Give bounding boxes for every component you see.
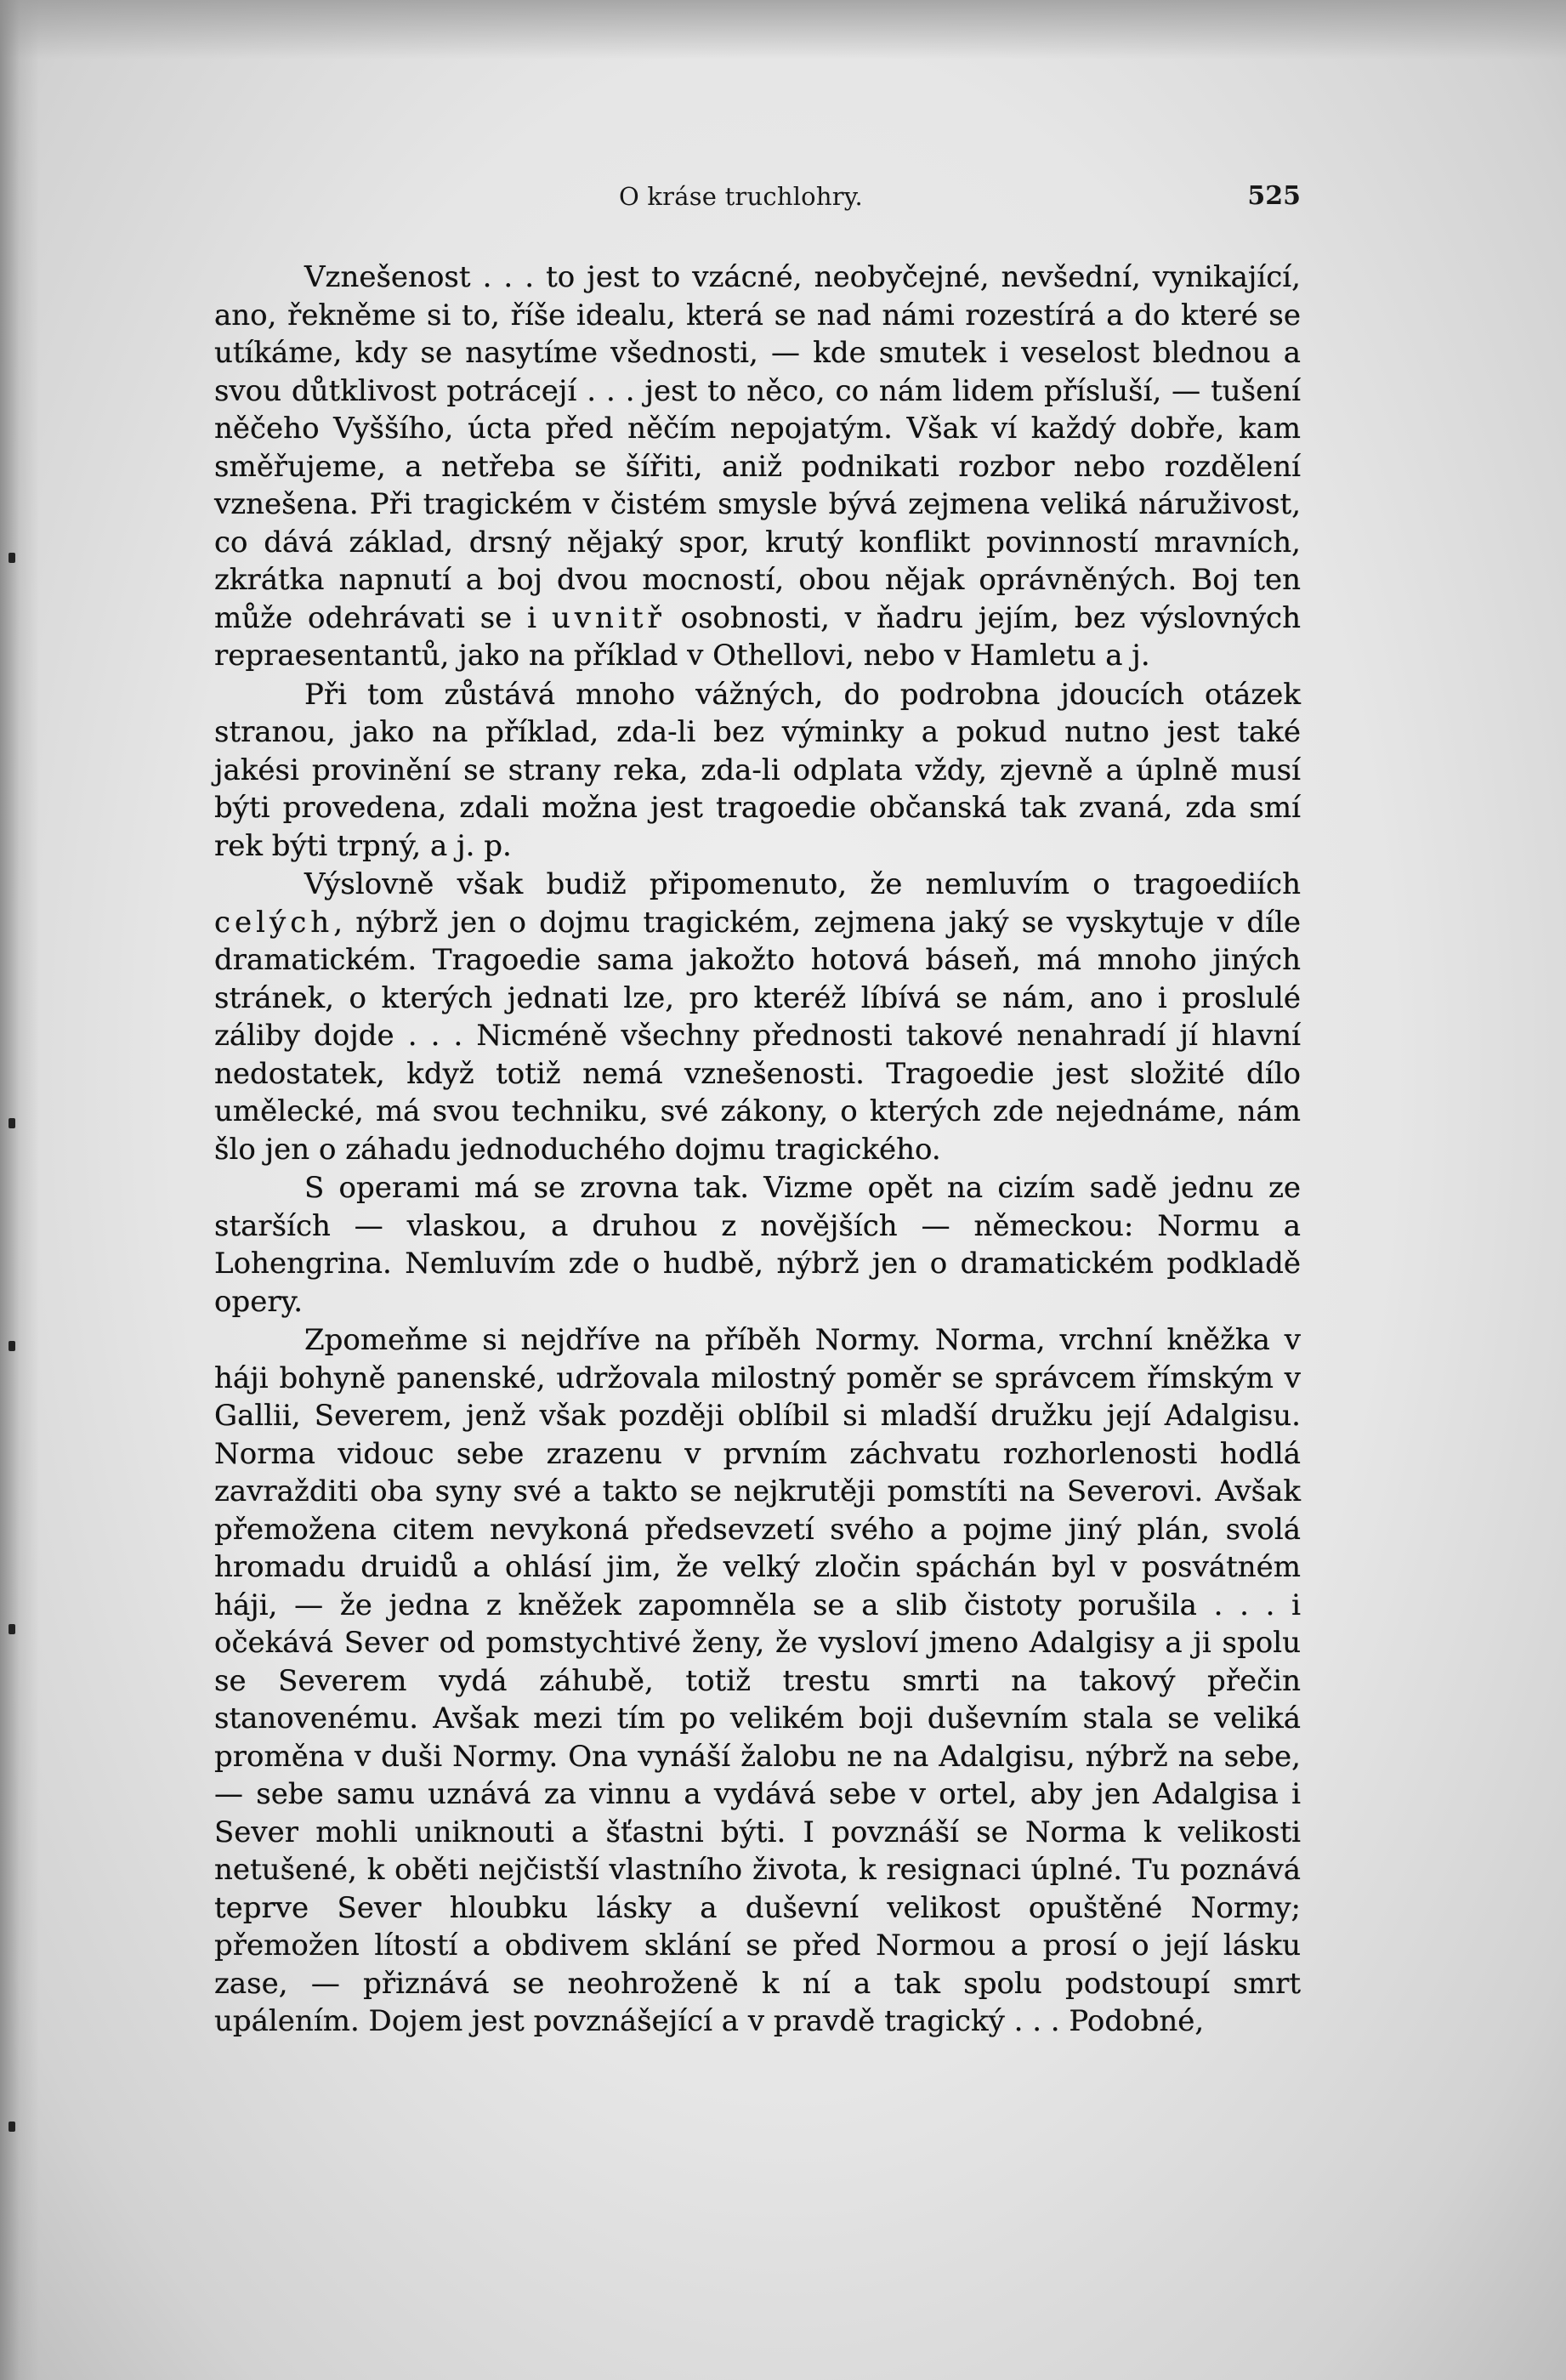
margin-ink-mark (9, 1341, 15, 1351)
paragraph-4-text: S operami má se zrovna tak. Vizme opět na cizím sadě jednu ze starších — vlaskou, a druhou z novějších — německou: Normu a Lohengrina. Nemluvím zde o hudbě, nýbrž jen o dramatickém podkladě opery. (214, 1171, 1301, 1319)
margin-ink-mark (9, 1118, 15, 1128)
margin-ink-mark (9, 553, 15, 563)
scan-binding-shadow (0, 0, 39, 2380)
scan-top-shadow (0, 0, 1566, 60)
paragraph-5 (214, 1321, 1301, 2041)
margin-ink-mark (9, 1624, 15, 1634)
spaced-emphasis-celych: celých (214, 905, 334, 940)
margin-ink-mark (9, 2122, 15, 2132)
paragraph-1 (214, 258, 1301, 675)
paragraph-5-text: Zpomeňme si nejdříve na příběh Normy. Norma, vrchní kněžka v háji bohyně panenské, udržovala milostný poměr se správcem římským v Gallii, Severem, jenž však později oblíbil si mladší družku její Adalgisu. Norma vidouc sebe zrazenu v prvním záchvatu rozhorlenosti hodlá zavražditi oba syny své a takto se nejkrutěji pomstíti na Severovi. Avšak přemožena citem nevykoná předsevzetí svého a pojme jiný plán, svolá hromadu druidů a ohlásí jim, že velký zločin spáchán byl v posvátném háji, — že jedna z kněžek zapomněla se a slib čistoty porušila . . . i očekává Sever od pomstychtivé ženy, že vysloví jmeno Adalgisy a ji spolu se Severem vydá záhubě, totiž trestu smrti na takový přečin stanovenému. Avšak mezi tím po velikém boji duševním stala se veliká proměna v duši Normy. Ona vynáší žalobu ne na Adalgisu, nýbrž na sebe, — sebe samu uznává za vinnu a vydává sebe v ortel, aby jen Adalgisa i Sever mohli uniknouti a šťastni býti. I povznáší se Norma k velikosti netušené, k oběti nejčistší vlastního života, k resignaci úplné. Tu poznává teprve Sever hloubku lásky a duševní velikost opuštěné Normy; přemožen lítostí a obdivem sklání se před Normou a prosí o její lásku zase, — přiznává se neohroženě k ní a tak spolu podstoupí smrt upálením. Dojem jest povznášející a v pravdě tragický . . . Podobné, (214, 1323, 1301, 2038)
page-number: 525 (1247, 181, 1301, 211)
paragraph-3-continuation: , nýbrž jen o dojmu tragickém, zejmena jaký se vyskytuje v díle dramatickém. Tragoedie sama jakožto hotová báseň, má mnoho jiných stránek, o kterých jednati lze, pro kteréž líbívá se nám, ano i proslulé záliby dojde . . . Nicméně všechny přednosti takové nenahradí jí hlavní nedostatek, když totiž nemá vznešenosti. Tragoedie jest složité dílo umělecké, má svou techniku, své zákony, o kterých zde nejednáme, nám šlo jen o záhadu jednoduchého dojmu tragického. (214, 905, 1301, 1167)
spaced-emphasis-uvnitr: uvnitř (551, 600, 666, 635)
paragraph-3-text: Výslovně však budiž připomenuto, že nemluvím o tragoediích (304, 867, 1301, 901)
page-header (214, 178, 1301, 215)
paragraph-1-continuation: osobnosti, v ňadru jejím, bez výslovných repraesentantů, jako na příklad v Othellovi, nebo v Hamletu a j. (214, 600, 1302, 673)
paragraph-4 (214, 1169, 1301, 1321)
paragraph-2 (214, 676, 1301, 866)
running-title: O kráse truchlohry. (619, 182, 863, 211)
paragraph-2-text: Při tom zůstává mnoho vážných, do podrobna jdoucích otázek stranou, jako na příklad, zda-li bez výminky a pokud nutno jest také jakési provinění se strany reka, zda-li odplata vždy, zjevně a úplně musí býti provedena, zdali možna jest tragoedie občanská tak zvaná, zda smí rek býti trpný, a j. p. (214, 677, 1301, 863)
paragraph-1-text: Vznešenost . . . to jest to vzácné, neobyčejné, nevšední, vynikající, ano, řekněme si to, říše idealu, která se nad námi rozestírá a do které se utíkáme, kdy se nasytíme všednosti, — kde smutek i veselost blednou a svou důtklivost potrácejí . . . jest to něco, co nám lidem přísluší, — tušení něčeho Vyššího, úcta před něčím nepojatým. Však ví každý dobře, kam směřujeme, a netřeba se šířiti, aniž podnikati rozbor nebo rozdělení vznešena. Při tragickém v čistém smysle bývá zejmena veliká náruživost, co dává základ, drsný nějaký spor, krutý konflikt povinností mravních, zkrátka napnutí a boj dvou mocností, obou nějak oprávněných. Boj ten může odehrávati se i (214, 260, 1301, 635)
paragraph-3 (214, 866, 1301, 1168)
body-text (214, 258, 1301, 2041)
